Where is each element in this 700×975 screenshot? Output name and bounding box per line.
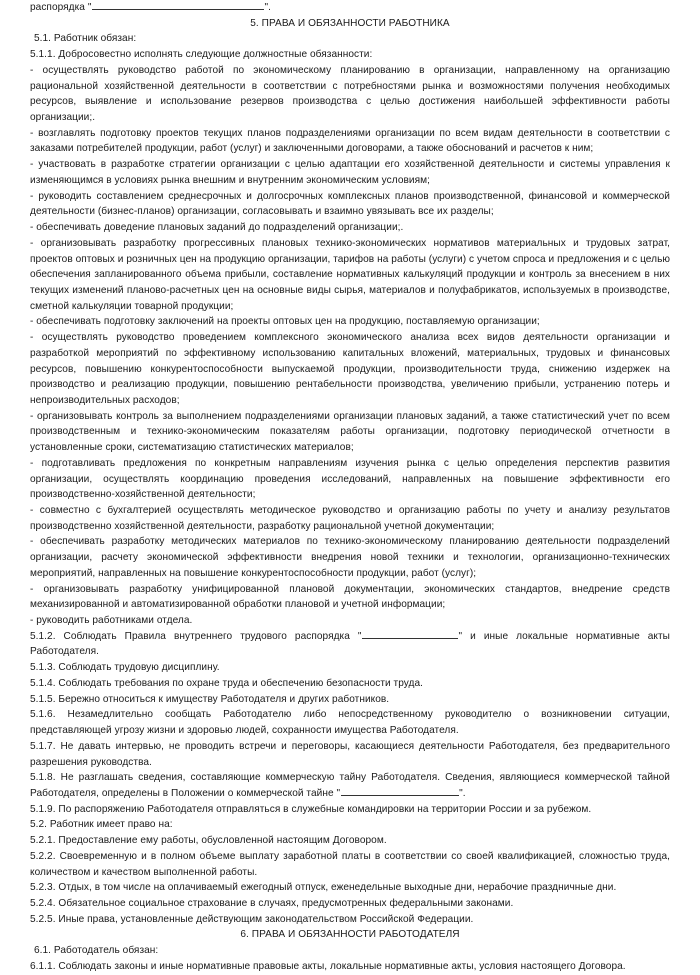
clause-5-1: 5.1. Работник обязан: [34, 33, 137, 45]
clause-5-2-1: 5.2.1. Предоставление ему работы, обусловленной настоящим Договором. [30, 835, 387, 847]
blank-field-internal-rules[interactable] [362, 629, 458, 638]
clause-5-1-8-before: 5.1.8. Не разглашать сведения, составляющие коммерческую тайну Работодателя. Сведения, являющиеся коммерческой тайной Работодателя, определены в Положении о коммерческой тайне " [30, 772, 670, 799]
clause-5-1-9: 5.1.9. По распоряжению Работодателя отправляться в служебные командировки на территории России и за рубежом. [30, 803, 592, 815]
clause-6-1: 6.1. Работодатель обязан: [34, 945, 159, 957]
duty-item: - организовывать разработку унифицированной плановой документации, экономических стандартов, внедрение средств механизированной и автоматизированной обработки плановой и учетной информации; [30, 583, 670, 611]
clause-5-2-5: 5.2.5. Иные права, установленные действующим законодательством Российской Федерации. [30, 913, 474, 925]
clause-5-1-1: 5.1.1. Добросовестно исполнять следующие должностные обязанности: [30, 49, 373, 61]
duty-item: - руководить составлением среднесрочных и долгосрочных комплексных планов производственной, финансовой и коммерческой деятельности (бизнес-планов) организации, согласовывать и взаимно увязывать все их разделы; [30, 190, 670, 218]
duty-item: - подготавливать предложения по конкретным направлениям изучения рынка с целью определения перспектив развития организации, осуществлять координацию проведения исследований, направленных на повышение эффективности его производственно-хозяйственной деятельности; [30, 457, 670, 501]
clause-5-1-5: 5.1.5. Бережно относиться к имуществу Работодателя и других работников. [30, 693, 390, 705]
clause-5-2-3: 5.2.3. Отдых, в том числе на оплачиваемый ежегодный отпуск, еженедельные выходные дни, нерабочие праздничные дни. [30, 882, 617, 894]
section-6-heading: 6. ПРАВА И ОБЯЗАННОСТИ РАБОТОДАТЕЛЯ [240, 929, 460, 941]
duty-item: - организовывать разработку прогрессивных плановых технико-экономических нормативов материальных и трудовых затрат, проектов оптовых и розничных цен на продукцию организации, тарифов на работы (услуги) с учетом спроса и предложения и с целью обеспечения запланированного объема прибыли, составление нормативных калькуляций продукции и контроль за внесением в них текущих изменений планово-расчетных цен на основные виды сырья, материалов и полуфабрикатов, используемых в производстве, сметной калькуляции товарной продукции; [30, 237, 670, 312]
duty-item: - организовывать контроль за выполнением подразделениями организации плановых заданий, а также статистический учет по всем производственным и технико-экономическим показателям работы организации, подготовку периодической отчетности в установленные сроки, систематизацию статистических материалов; [30, 410, 670, 454]
duty-item: - участвовать в разработке стратегии организации с целью адаптации его хозяйственной деятельности и системы управления к изменяющимся в условиях рынка внешним и внутренним экономическим условиям; [30, 159, 670, 186]
blank-field-rules[interactable] [92, 1, 264, 10]
document-body [30, 0, 670, 975]
clause-5-1-7: 5.1.7. Не давать интервью, не проводить встречи и переговоры, касающиеся деятельности Работодателя, без предварительного разрешения руководства. [30, 740, 670, 768]
duty-item: - обеспечивать разработку методических материалов по технико-экономическому планированию деятельности подразделений организации, расчету экономической эффективности внедрения новой техники и технологии, организационно-технических мероприятий, направленных на повышение конкурентоспособности продукции, работ (услуг); [30, 536, 670, 579]
continuation-line [30, 0, 670, 16]
clause-5-1-2 [30, 629, 670, 660]
clause-5-2-4: 5.2.4. Обязательное социальное страхование в случаях, предусмотренных федеральными законами. [30, 897, 514, 909]
duty-item: - совместно с бухгалтерией осуществлять методическое руководство и организацию работы по учету и анализу результатов производственно хозяйственной деятельности, разработку рациональной учетной документации; [30, 505, 670, 532]
duty-item: - руководить работниками отдела. [30, 615, 193, 627]
clause-5-1-8-after: ". [459, 787, 466, 799]
blank-field-trade-secret[interactable] [341, 787, 459, 796]
duty-item: - обеспечивать подготовку заключений на проекты оптовых цен на продукцию, поставляемую организации; [30, 316, 540, 328]
clause-5-1-8 [30, 770, 670, 801]
duty-item: - возглавлять подготовку проектов текущих планов подразделениями организации по всем видам деятельности в соответствии с заказами потребителей продукции, работ (услуг) и заключенными договорами, а также обоснований и расчетов к ним; [30, 127, 670, 155]
clause-6-1-1: 6.1.1. Соблюдать законы и иные нормативные правовые акты, локальные нормативные акты, условия настоящего Договора. [30, 960, 626, 972]
clause-5-1-3: 5.1.3. Соблюдать трудовую дисциплину. [30, 662, 220, 674]
duty-item: - осуществлять руководство работой по экономическому планированию в организации, направленному на организацию рациональной хозяйственной деятельности в соответствии с потребностями рынка и возможностями получения необходимых ресурсов, выявление и использование резервов производства с целью достижения наибольшей эффективности работы организации;. [30, 64, 670, 124]
clause-5-1-6: 5.1.6. Незамедлительно сообщать Работодателю либо непосредственному руководителю о возникновении ситуации, представляющей угрозу жизни и здоровью людей, сохранности имущества Работодателя. [30, 709, 670, 737]
duty-item: - осуществлять руководство проведением комплексного экономического анализа всех видов деятельности организации и разработкой мероприятий по эффективному использованию капитальных вложений, материальных, трудовых и финансовых ресурсов, повышению конкурентоспособности выпускаемой продукции, производительности труда, снижению издержек на производство и реализацию продукции, повышению рентабельности производства, увеличению прибыли, устранению потерь и непроизводительных расходов; [30, 332, 670, 406]
clause-5-1-2-after: " и иные локальные нормативные акты Работодателя. [30, 630, 670, 658]
continuation-text-before: распорядка " [30, 2, 92, 13]
clause-5-2-2: 5.2.2. Своевременную и в полном объеме выплату заработной платы в соответствии со своей квалификацией, сложностью труда, количеством и качеством выполненной работы. [30, 850, 670, 878]
clause-5-2: 5.2. Работник имеет право на: [30, 819, 173, 831]
continuation-text-after: ". [264, 2, 271, 13]
duty-item: - обеспечивать доведение плановых заданий до подразделений организации;. [30, 222, 404, 234]
clause-5-1-2-before: 5.1.2. Соблюдать Правила внутреннего трудового распорядка " [30, 630, 362, 642]
section-5-heading: 5. ПРАВА И ОБЯЗАННОСТИ РАБОТНИКА [250, 17, 450, 29]
clause-5-1-4: 5.1.4. Соблюдать требования по охране труда и обеспечению безопасности труда. [30, 677, 423, 689]
